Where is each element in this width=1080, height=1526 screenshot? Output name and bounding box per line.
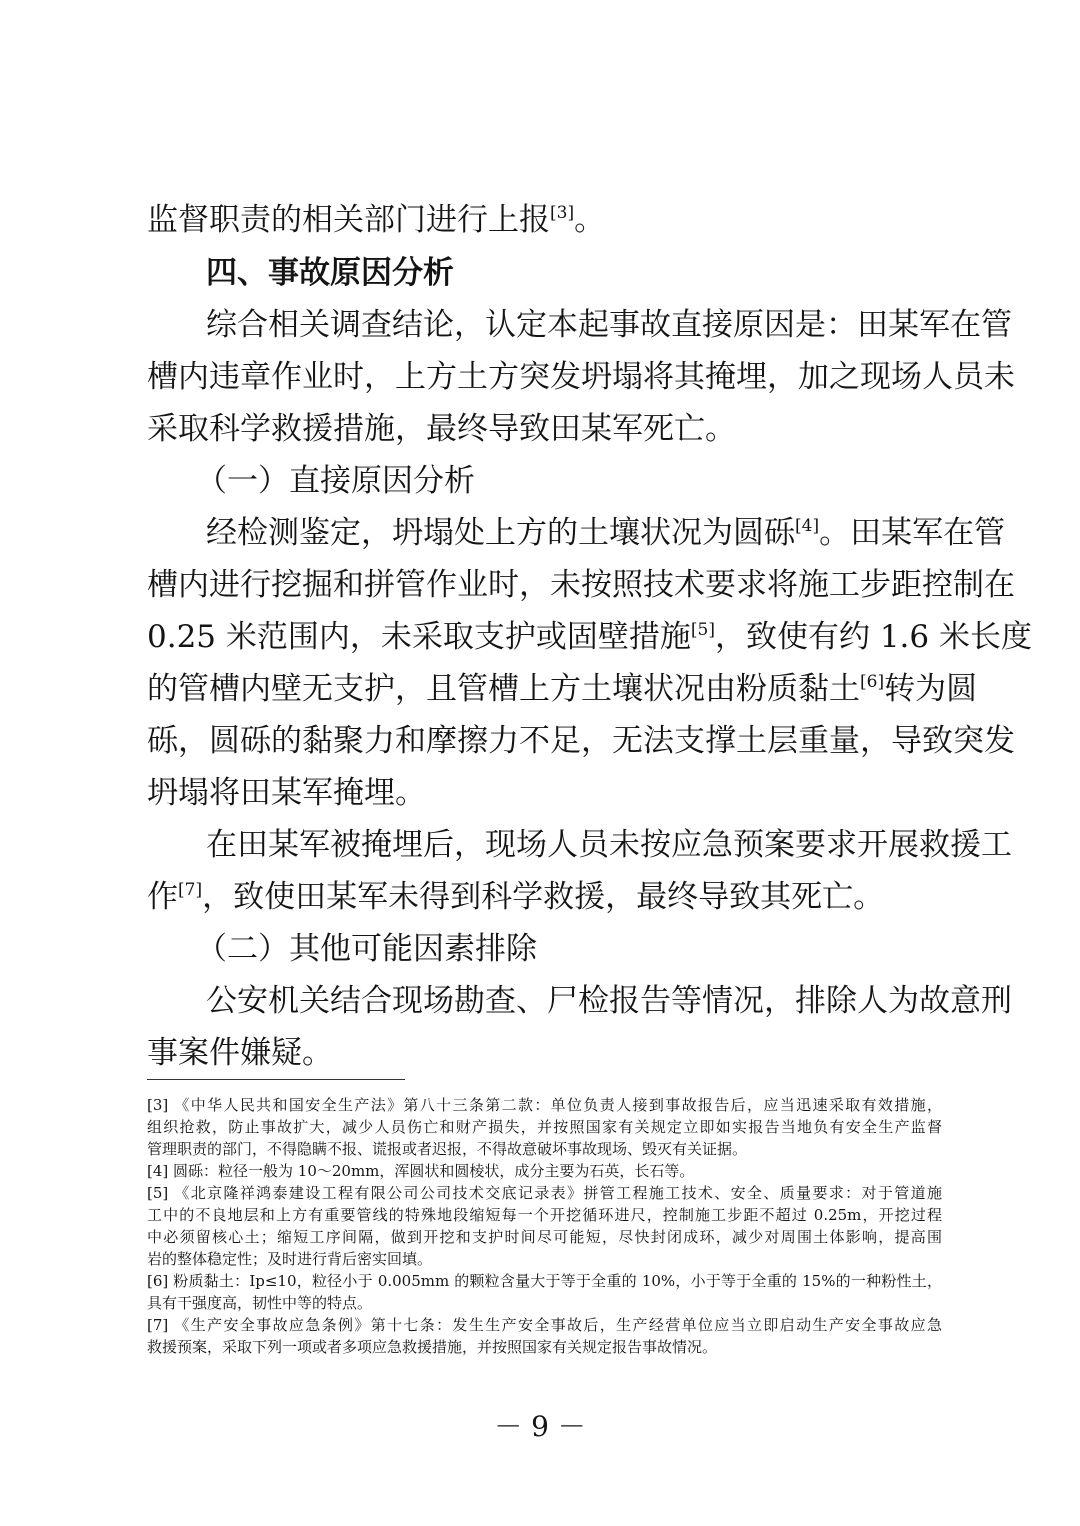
- paragraph-line: 公安机关结合现场勘查、尸检报告等情况，排除人为故意刑: [206, 983, 1012, 1019]
- paragraph-line: 采取科学救援措施，最终导致田某军死亡。: [147, 411, 736, 447]
- paragraph-line: 在田某军被掩埋后，现场人员未按应急预案要求开展救援工: [206, 827, 1012, 863]
- footnote-line: 中必须留核心土；缩短工序间隔，做到开挖和支护时间尽可能短，尽快封闭成环，减少对周围土体影响，提高围: [147, 1228, 942, 1246]
- paragraph-line: 事案件嫌疑。: [147, 1035, 333, 1071]
- text: ，致使田某军未得到科学救援，最终导致其死亡。: [202, 879, 885, 915]
- footnote-line: 组织抢救，防止事故扩大，减少人员伤亡和财产损失，并按照国家有关规定立即如实报告当地负有安全生产监督: [147, 1118, 942, 1136]
- text: 。: [574, 202, 606, 238]
- paragraph-line: [147, 877, 947, 917]
- footnote-line: 岩的整体稳定性；及时进行背后密实回填。: [147, 1250, 433, 1268]
- text: 。田某军在管: [819, 515, 1006, 551]
- footnote-divider: [147, 1079, 405, 1080]
- footnote-line: 工中的不良地层和上方有重要管线的特殊地段缩短每一个开挖循环进尺，控制施工步距不超过 0.25m，开挖过程: [147, 1206, 942, 1224]
- paragraph-line: 槽内违章作业时，上方土方突发坍塌将其掩埋，加之现场人员未: [147, 359, 1015, 395]
- text: 监督职责的相关部门进行上报: [147, 202, 550, 238]
- paragraph-line: [147, 200, 947, 240]
- text: 转为圆: [884, 671, 978, 707]
- subsection-heading: （二）其他可能因素排除: [196, 931, 537, 967]
- footnote-line: [5] 《北京隆祥鸿泰建设工程有限公司公司技术交底记录表》拼管工程施工技术、安全、质量要求：对于管道施: [147, 1184, 942, 1202]
- paragraph-line: 坍塌将田某军掩埋。: [147, 775, 426, 811]
- footnote-line: [4] 圆砾：粒径一般为 10～20mm，浑圆状和圆棱状，成分主要为石英，长石等。: [147, 1162, 695, 1180]
- subsection-heading: （一）直接原因分析: [196, 463, 475, 499]
- footnote-ref: [4]: [795, 516, 820, 536]
- footnote-ref: [3]: [550, 203, 575, 223]
- footnote-ref: [6]: [860, 672, 885, 692]
- text: 经检测鉴定，坍塌处上方的土壤状况为圆砾: [206, 515, 795, 551]
- text: ，致使有约 1.6 米长度: [714, 619, 1032, 655]
- footnote-line: [3] 《中华人民共和国安全生产法》第八十三条第二款：单位负责人接到事故报告后，应当迅速采取有效措施，: [147, 1096, 942, 1114]
- footnote-ref: [5]: [690, 620, 715, 640]
- footnote-line: 管理职责的部门，不得隐瞒不报、谎报或者迟报，不得故意破坏事故现场、毁灭有关证据。: [147, 1140, 748, 1158]
- paragraph-line: 综合相关调查结论，认定本起事故直接原因是：田某军在管: [206, 307, 1012, 343]
- paragraph-line: [147, 617, 1032, 657]
- footnote-line: 具有干强度高，韧性中等的特点。: [147, 1294, 373, 1312]
- paragraph-line: [206, 513, 1006, 553]
- paragraph-line: 砾，圆砾的黏聚力和摩擦力不足，无法支撑土层重量，导致突发: [147, 723, 1015, 759]
- footnote-line: 救援预案，采取下列一项或者多项应急救援措施，并按照国家有关规定报告事故情况。: [147, 1338, 718, 1356]
- footnote-line: [6] 粉质黏土：Ip≤10，粒径小于 0.005mm 的颗粒含量大于等于全重的 10%，小于等于全重的 15%的一种粉性土，: [147, 1272, 942, 1290]
- footnote-ref: [7]: [178, 880, 203, 900]
- text: 0.25 米范围内，未采取支护或固壁措施: [147, 619, 691, 655]
- paragraph-line: 槽内进行挖掘和拼管作业时，未按照技术要求将施工步距控制在: [147, 567, 1015, 603]
- paragraph-line: [147, 669, 978, 709]
- page-number: － 9 －: [494, 1410, 586, 1443]
- text: 的管槽内壁无支护，且管槽上方土壤状况由粉质黏土: [147, 671, 860, 707]
- text: 作: [147, 879, 178, 915]
- footnote-line: [7] 《生产安全事故应急条例》第十七条：发生生产安全事故后，生产经营单位应当立即启动生产安全事故应急: [147, 1316, 942, 1334]
- section-heading: 四、事故原因分析: [206, 255, 454, 291]
